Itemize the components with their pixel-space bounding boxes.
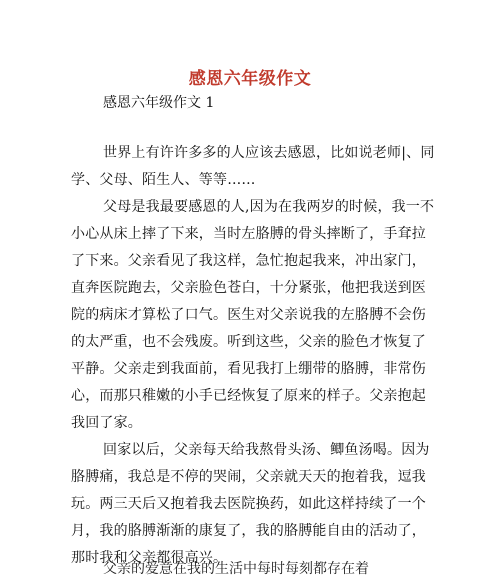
paragraph-line: 平静。父亲走到我面前，看见我打上绷带的胳膊，非常伤 bbox=[71, 361, 426, 377]
document-subtitle: 感恩六年级作文 1 bbox=[103, 95, 215, 111]
paragraph-line: 世界上有许许多多的人应该去感恩，比如说老师|、同 bbox=[103, 145, 435, 161]
cutoff-line bbox=[103, 556, 403, 577]
paragraph-line: 心，而那只稚嫩的小手已经恢复了原来的样子。父亲抱起 bbox=[71, 388, 426, 404]
paragraph-1 bbox=[71, 140, 435, 194]
paragraph-2 bbox=[71, 194, 435, 437]
paragraph-line: 回家以后，父亲每天给我熬骨头汤、鲫鱼汤喝。因为 bbox=[103, 442, 430, 458]
paragraph-line: 玩。两三天后又抱着我去医院换药，如此这样持续了一个 bbox=[71, 496, 426, 512]
paragraph-line: 月，我的胳膊渐渐的康复了，我的胳膊能自由的活动了， bbox=[71, 523, 426, 539]
paragraph-line: 我回了家。 bbox=[71, 415, 142, 431]
paragraph-line: 父母是我最要感恩的人,因为在我两岁的时候，我一不 bbox=[103, 199, 435, 215]
paragraph-line: 学、父母、陌生人、等等…… bbox=[71, 172, 256, 188]
paragraph-line: 的太严重，也不会残废。听到这些，父亲的脸色才恢复了 bbox=[71, 334, 426, 350]
paragraph-line: 胳膊痛，我总是不停的哭闹，父亲就天天的抱着我，逗我 bbox=[71, 469, 426, 485]
paragraph-line: 直奔医院跑去，父亲脸色苍白，十分紧张，他把我送到医 bbox=[71, 280, 426, 296]
paragraph-line: 院的病床才算松了口气。医生对父亲说我的左胳膊不会伤 bbox=[71, 307, 426, 323]
document-title: 感恩六年级作文 bbox=[188, 69, 312, 89]
paragraph-line: 那时我和父亲都很高兴。 bbox=[71, 550, 228, 566]
paragraph-line: 小心从床上摔了下来，当时左胳膊的骨头摔断了，手耷拉 bbox=[71, 226, 426, 242]
paragraph-line: 了下来。父亲看见了我这样，急忙抱起我来，冲出家门， bbox=[71, 253, 426, 269]
cutoff-line-text: 父亲的爱意在我的生活中每时每刻都存在着 bbox=[103, 561, 369, 577]
paragraph-3 bbox=[71, 437, 430, 572]
